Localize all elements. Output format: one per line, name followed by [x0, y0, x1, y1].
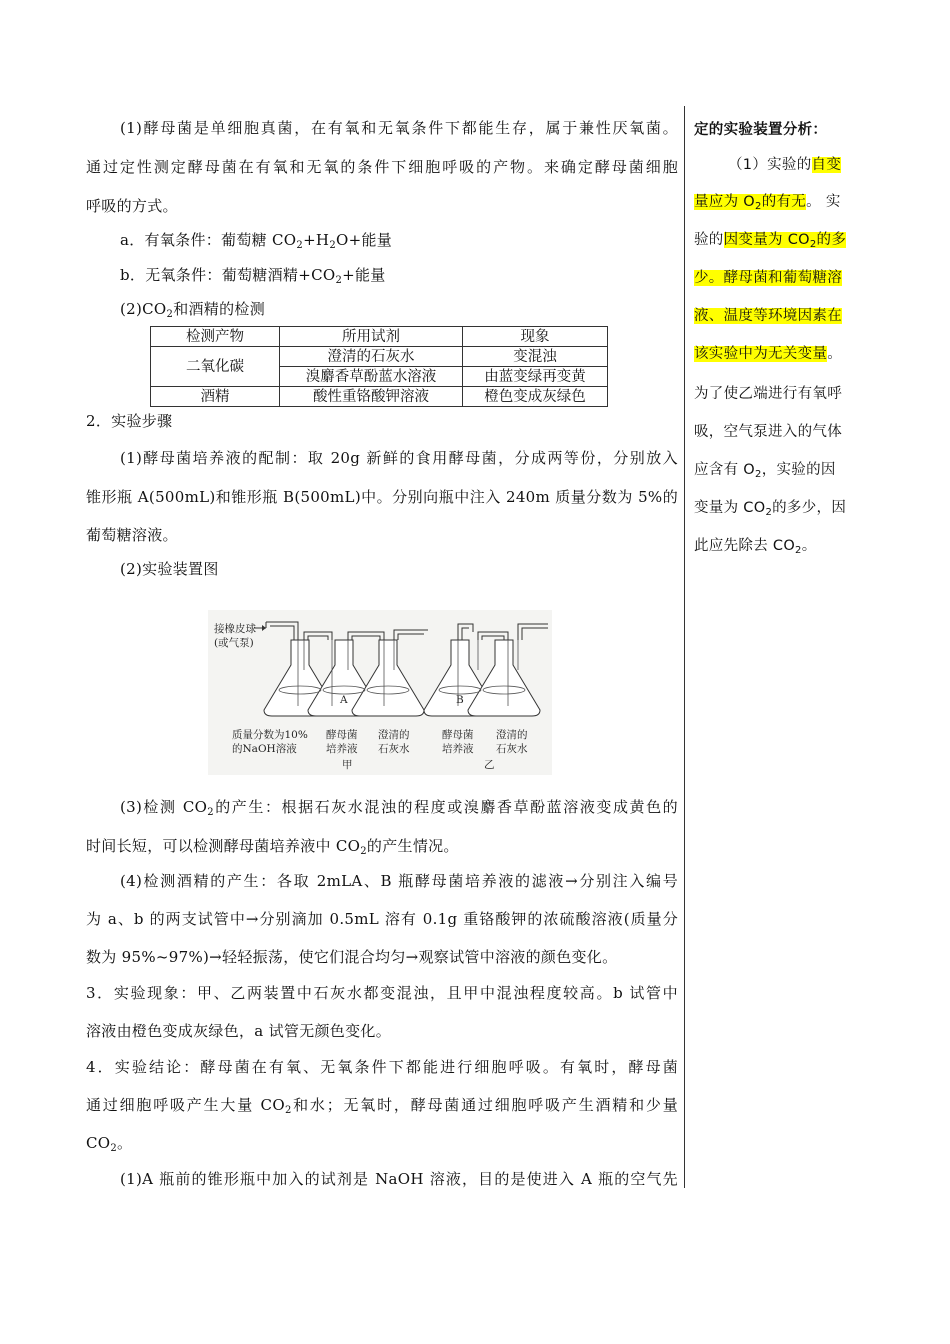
side-line-8: 为了使乙端进行有氧呼 [694, 386, 842, 402]
pump-label-2: (或气泵) [214, 637, 254, 649]
side-line-6: 液、温度等环境因素在 [694, 308, 842, 324]
phenomenon-line1: 3．实验现象：甲、乙两装置中石灰水都变混浊，且甲中混浊程度较高。b 试管中 [86, 984, 678, 1002]
step4-line3: 数为 95%~97%)→轻轻振荡，使它们混合均匀→观察试管中溶液的颜色变化。 [86, 948, 618, 966]
conclusion-line3: $CO_2$。 [86, 1134, 133, 1154]
side-title: 定的实验装置分析： [694, 122, 828, 138]
lime-label-a-2: 石灰水 [378, 743, 410, 755]
side-line-9: 吸，空气泵进入的气体 [694, 424, 842, 440]
anaerobic-equation: b．无氧条件：葡萄糖酒精$+CO_2+$能量 [120, 266, 386, 286]
side-line-11: 变量为 $CO_2$的多少，因 [694, 500, 847, 518]
setup-jia-label: 甲 [342, 759, 353, 771]
steps-heading: 2．实验步骤 [86, 412, 173, 430]
side-line-2: （1）实验的自变 [728, 157, 842, 173]
step1-line2: 锥形瓶 A(500mL)和锥形瓶 B(500mL)中。分别向瓶中注入 240m 质量分数为 5%的 [86, 488, 678, 506]
lime-label-a: 澄清的 [378, 729, 410, 741]
naoh-label-2: 的NaOH溶液 [232, 743, 297, 755]
table-header-row [151, 327, 608, 347]
table-row [151, 347, 608, 367]
lime-label-b-2: 石灰水 [496, 743, 528, 755]
table-header: 所用试剂 [280, 327, 463, 347]
conclusion-line2: 通过细胞呼吸产生大量 $CO_2$和水；无氧时，酵母菌通过细胞呼吸产生酒精和少量 [86, 1096, 678, 1116]
yeast-label-a-2: 培养液 [326, 743, 358, 755]
side-line-5: 少。酵母菌和葡萄糖溶 [694, 270, 842, 286]
para-yeast-intro-1: (1)酵母菌是单细胞真菌，在有氧和无氧条件下都能生存，属于兼性厌氧菌。 [120, 119, 678, 137]
side-line-4: 验的因变量为 $CO_2$的多 [694, 232, 847, 250]
yeast-label-b-2: 培养液 [442, 743, 474, 755]
detection-table [150, 326, 608, 407]
step2-heading: (2)实验装置图 [120, 560, 219, 578]
step4-line1: (4)检测酒精的产生：各取 2mLA、B 瓶酵母菌培养液的滤液→分别注入编号 [120, 872, 678, 890]
step3-line1: (3)检测 $CO_2$的产生：根据石灰水混浊的程度或溴麝香草酚蓝溶液变成黄色的 [120, 798, 678, 818]
analysis-line1: (1)A 瓶前的锥形瓶中加入的试剂是 NaOH 溶液，目的是使进入 A 瓶的空气先 [120, 1170, 678, 1188]
detection-heading: $(2)CO_2$和酒精的检测 [120, 300, 266, 320]
table-cell: 酸性重铬酸钾溶液 [280, 387, 463, 407]
table-cell: 溴麝香草酚蓝水溶液 [280, 367, 463, 387]
side-line-10: 应含有 $O_2$，实验的因 [694, 462, 836, 480]
flask-a-label: A [340, 694, 348, 706]
yeast-label-b: 酵母菌 [442, 729, 474, 741]
para-yeast-intro-2: 通过定性测定酵母菌在有氧和无氧的条件下细胞呼吸的产物。来确定酵母菌细胞 [86, 158, 678, 176]
table-header: 检测产物 [151, 327, 280, 347]
column-divider [684, 106, 685, 1188]
lime-label-b: 澄清的 [496, 729, 528, 741]
table-header: 现象 [463, 327, 608, 347]
step4-line2: 为 a、b 的两支试管中→分别滴加 0.5mL 溶有 0.1g 重铬酸钾的浓硫酸溶液(质量分 [86, 910, 678, 928]
table-cell: 二氧化碳 [151, 347, 280, 387]
conclusion-line1: 4．实验结论：酵母菌在有氧、无氧条件下都能进行细胞呼吸。有氧时，酵母菌 [86, 1058, 678, 1076]
naoh-label: 质量分数为10% [232, 729, 308, 741]
side-line-12: 此应先除去 $CO_2$。 [694, 538, 817, 556]
aerobic-equation: a．有氧条件：葡萄糖 $CO_2+H_2O+$能量 [120, 231, 393, 251]
step3-line2: 时间长短，可以检测酵母菌培养液中 $CO_2$的产生情况。 [86, 837, 459, 857]
yeast-label-a: 酵母菌 [326, 729, 358, 741]
table-cell: 由蓝变绿再变黄 [463, 367, 608, 387]
table-cell: 澄清的石灰水 [280, 347, 463, 367]
side-line-3: 量应为 $O_2$的有无。 实 [694, 194, 841, 212]
table-cell: 变混浊 [463, 347, 608, 367]
flask-b-label: B [456, 694, 464, 706]
table-cell: 橙色变成灰绿色 [463, 387, 608, 407]
para-yeast-intro-3: 呼吸的方式。 [86, 197, 178, 215]
setup-yi-label: 乙 [484, 759, 495, 771]
step1-line3: 葡萄糖溶液。 [86, 526, 178, 544]
table-row [151, 387, 608, 407]
side-line-7: 该实验中为无关变量。 [694, 346, 843, 362]
table-cell: 酒精 [151, 387, 280, 407]
pump-label: 接橡皮球 [214, 623, 256, 635]
step1-line1: (1)酵母菌培养液的配制：取 20g 新鲜的食用酵母菌，分成两等份，分别放入 [120, 449, 678, 467]
apparatus-figure [208, 610, 552, 775]
phenomenon-line2: 溶液由橙色变成灰绿色，a 试管无颜色变化。 [86, 1022, 392, 1040]
